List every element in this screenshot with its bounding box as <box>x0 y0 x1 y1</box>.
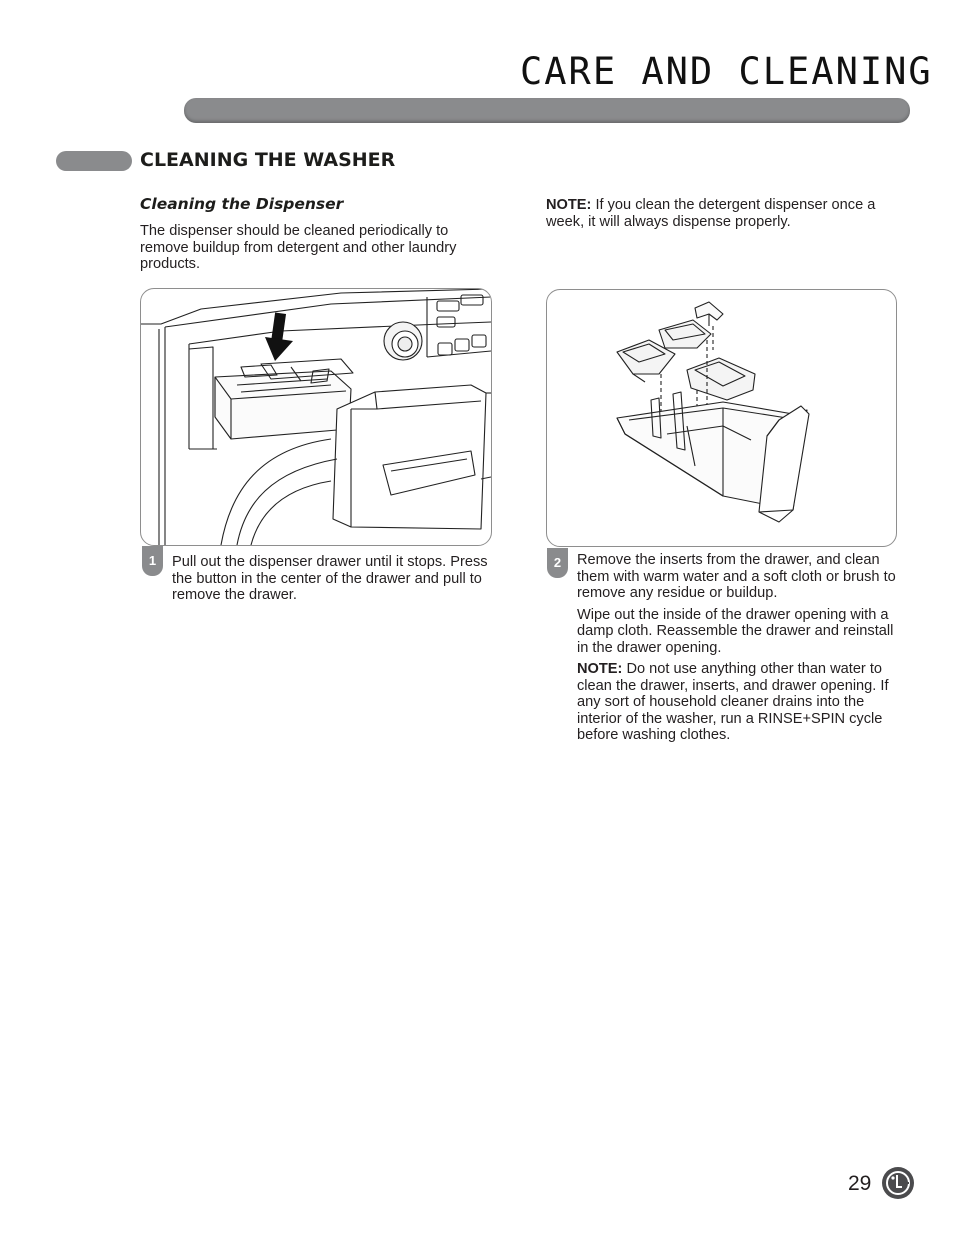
page-number: 29 <box>848 1172 872 1195</box>
lg-logo-icon <box>881 1166 915 1200</box>
step-number-badge: 2 <box>547 548 568 578</box>
drawer-inserts-illustration <box>547 290 896 546</box>
step-2-paragraph: Remove the inserts from the drawer, and clean them with warm water and a soft cloth or brush to remove any residue or buildup. <box>577 552 896 601</box>
washer-drawer-illustration <box>141 289 491 545</box>
section-title: CLEANING THE WASHER <box>140 149 396 171</box>
section-tab <box>56 151 132 171</box>
note-text: Do not use anything other than water to clean the drawer, inserts, and drawer opening. If any sort of household cleaner drains into the interior of the washer, run a RINSE+SPIN cycle before washing clothes. <box>577 661 889 743</box>
top-note <box>546 197 898 230</box>
chapter-bar <box>184 98 910 123</box>
note-label: NOTE: <box>577 661 623 677</box>
chapter-title: CARE AND CLEANING <box>520 50 933 93</box>
step-1-text: Pull out the dispenser drawer until it stops. Press the button in the center of the drawer and pull to remove the drawer. <box>172 554 488 603</box>
figure-washer-drawer <box>140 288 492 546</box>
note-label: NOTE: <box>546 197 592 213</box>
note-text: If you clean the detergent dispenser once a week, it will always dispense properly. <box>546 197 876 230</box>
step-number-badge: 1 <box>142 546 163 576</box>
subsection-title: Cleaning the Dispenser <box>140 195 344 213</box>
step-2-note <box>577 661 897 744</box>
step-2-paragraph: Wipe out the inside of the drawer opening with a damp cloth. Reassemble the drawer and reinstall in the drawer opening. <box>577 606 894 656</box>
intro-paragraph: The dispenser should be cleaned periodically to remove buildup from detergent and other laundry products. <box>140 223 457 272</box>
figure-drawer-inserts <box>546 289 897 547</box>
step-2-text <box>577 552 897 749</box>
